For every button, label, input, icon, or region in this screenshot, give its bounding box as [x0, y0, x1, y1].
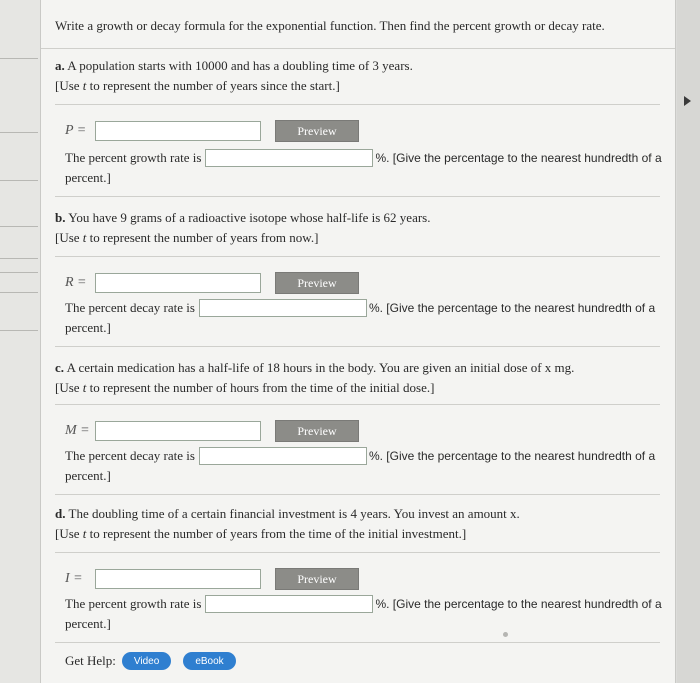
part-b: [55, 208, 655, 248]
divider: [55, 196, 660, 197]
rate-label: The percent growth rate is: [65, 150, 202, 165]
rate-hint-continued: percent.]: [65, 468, 111, 483]
rail-tick: [0, 272, 38, 273]
formula-input-m[interactable]: [95, 421, 261, 441]
preview-button[interactable]: Preview: [275, 272, 359, 294]
rail-tick: [0, 132, 38, 133]
rate-hint-continued: percent.]: [65, 616, 111, 631]
rate-label: The percent decay rate is: [65, 300, 195, 315]
part-a-question: a. A population starts with 10000 and has a doubling time of 3 years.: [55, 58, 413, 73]
part-c-question: c. A certain medication has a half-life of 18 hours in the body. You are given an initial dose of x mg.: [55, 360, 575, 375]
part-a: [55, 56, 655, 96]
part-a-rate-row: [65, 148, 665, 188]
rail-tick: [0, 330, 38, 331]
part-c-rate-row: [65, 446, 665, 486]
part-b-question: b. You have 9 grams of a radioactive isotope whose half-life is 62 years.: [55, 210, 431, 225]
variable-label: R =: [65, 275, 87, 290]
formula-input-r[interactable]: [95, 273, 261, 293]
divider: [55, 642, 660, 643]
rate-hint-continued: percent.]: [65, 320, 111, 335]
rail-tick: [0, 180, 38, 181]
part-b-rate-row: [65, 298, 665, 338]
rate-hint: %. [Give the percentage to the nearest hundredth of a: [368, 301, 656, 315]
left-rail: [0, 0, 40, 683]
divider: [55, 256, 660, 257]
divider: [55, 494, 660, 495]
formula-input-p[interactable]: [95, 121, 261, 141]
ebook-button[interactable]: eBook: [183, 652, 235, 670]
rate-hint: %. [Give the percentage to the nearest hundredth of a: [375, 597, 662, 611]
variable-label: M =: [65, 423, 90, 438]
part-b-instruction: [Use t to represent the number of years from now.]: [55, 230, 319, 245]
preview-button[interactable]: Preview: [275, 420, 359, 442]
part-c-instruction: [Use t to represent the number of hours from the time of the initial dose.]: [55, 380, 435, 395]
part-c: [55, 358, 655, 398]
part-d: [55, 504, 655, 544]
divider: [41, 48, 675, 49]
variable-label: I =: [65, 571, 83, 586]
rate-label: The percent growth rate is: [65, 596, 202, 611]
preview-button[interactable]: Preview: [275, 120, 359, 142]
formula-input-i[interactable]: [95, 569, 261, 589]
instruction-text: Write a growth or decay formula for the exponential function. Then find the percent growth or decay rate.: [55, 18, 605, 33]
part-d-instruction: [Use t to represent the number of years from the time of the initial investment.]: [55, 526, 467, 541]
decay-rate-input[interactable]: [199, 299, 367, 317]
rate-label: The percent decay rate is: [65, 448, 195, 463]
get-help-label: Get Help:: [65, 653, 116, 668]
divider: [55, 346, 660, 347]
decay-rate-input[interactable]: [199, 447, 367, 465]
preview-button[interactable]: Preview: [275, 568, 359, 590]
part-d-formula-row: [65, 568, 359, 590]
rail-tick: [0, 226, 38, 227]
rate-hint-continued: percent.]: [65, 170, 111, 185]
cursor-dot: [503, 632, 508, 637]
part-c-formula-row: [65, 420, 359, 442]
part-a-instruction: [Use t to represent the number of years since the start.]: [55, 78, 340, 93]
expand-arrow-icon[interactable]: [684, 96, 691, 106]
get-help-bar: [65, 652, 236, 670]
rate-hint: %. [Give the percentage to the nearest hundredth of a: [368, 449, 656, 463]
part-b-formula-row: [65, 272, 359, 294]
video-button[interactable]: Video: [122, 652, 171, 670]
growth-rate-input[interactable]: [205, 149, 373, 167]
divider: [55, 404, 660, 405]
rate-hint: %. [Give the percentage to the nearest hundredth of a: [375, 151, 662, 165]
divider: [55, 104, 660, 105]
rail-tick: [0, 292, 38, 293]
part-d-rate-row: [65, 594, 665, 634]
part-d-question: d. The doubling time of a certain financial investment is 4 years. You invest an amount x.: [55, 506, 520, 521]
growth-rate-input[interactable]: [205, 595, 373, 613]
rail-tick: [0, 58, 38, 59]
divider: [55, 552, 660, 553]
question-panel: [40, 0, 676, 683]
variable-label: P =: [65, 123, 87, 138]
rail-tick: [0, 258, 38, 259]
part-a-formula-row: [65, 120, 359, 142]
